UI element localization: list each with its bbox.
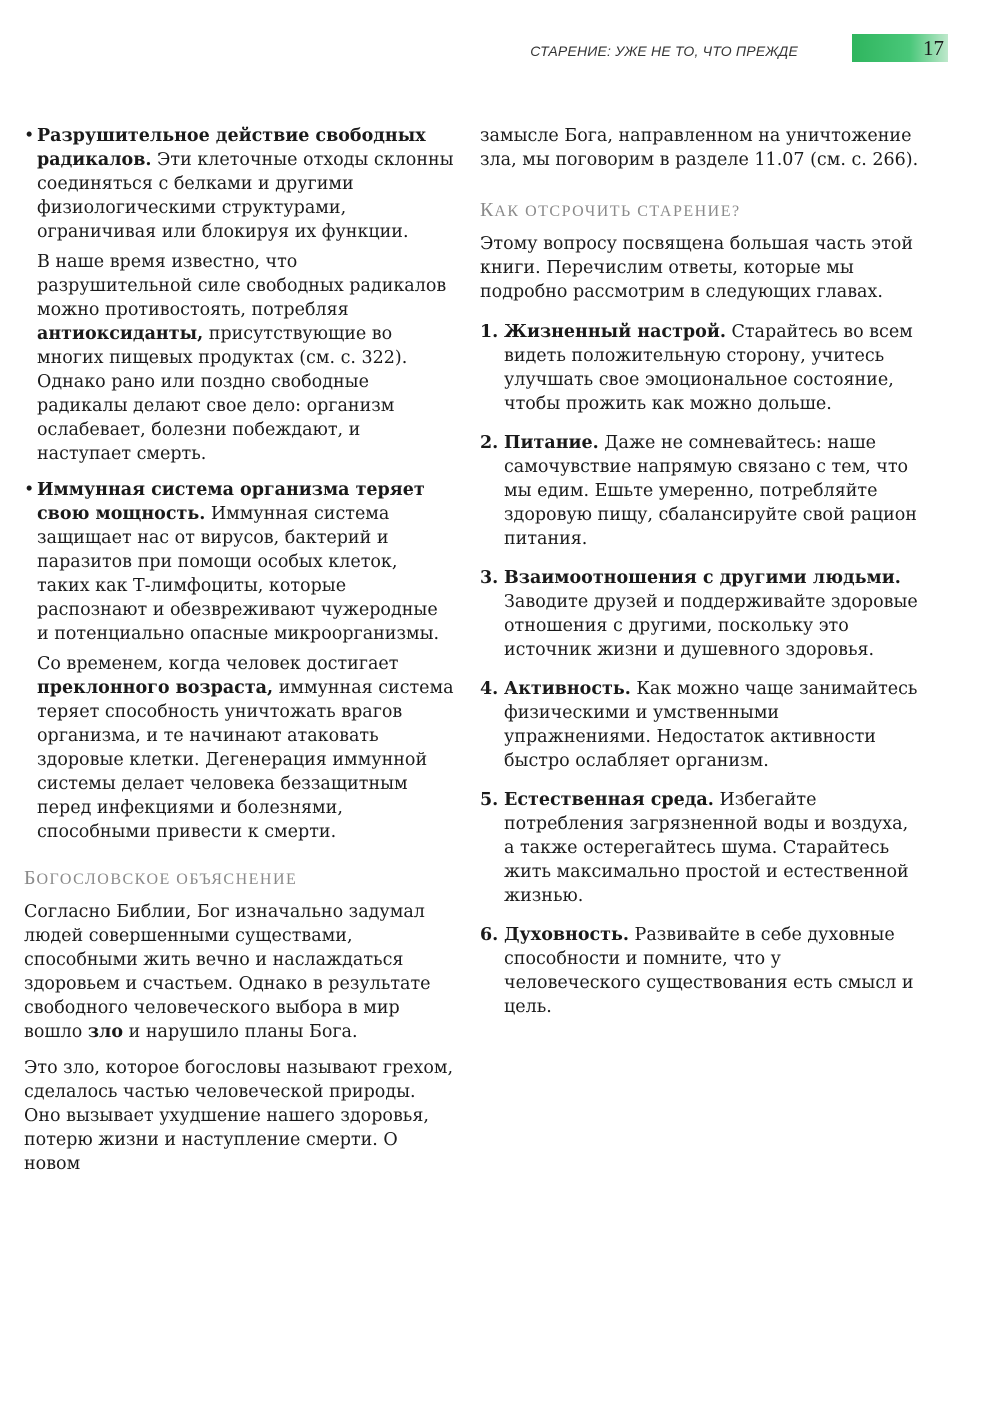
bullet-immune-system <box>24 478 454 646</box>
bullet-free-radicals <box>24 124 454 244</box>
item-number: 5. <box>480 790 499 810</box>
item-title: Питание. <box>504 433 599 453</box>
item-text: Как можно чаще занимайтесь физическими и умственными упражнениями. Недостаток активности быстро ослабляет организм. <box>504 679 918 771</box>
item-number: 4. <box>480 679 499 699</box>
text-run: В наше время известно, что разрушительной силе свободных радикалов можно противостоять, потребляя <box>37 252 447 320</box>
page-header <box>530 34 948 64</box>
running-title: СТАРЕНИЕ: УЖЕ НЕ ТО, ЧТО ПРЕЖДЕ <box>530 43 798 59</box>
bullet-text: Эти клеточные отходы склонны соединяться с белками и другими физиологическими структурами, ограничивая или блокируя их функции. <box>37 150 454 242</box>
bold-term: антиоксиданты, <box>37 324 204 344</box>
list-item-environment <box>480 788 920 908</box>
text-run: и нарушило планы Бога. <box>123 1022 358 1042</box>
list-item-activity <box>480 677 920 773</box>
item-number: 2. <box>480 433 499 453</box>
item-text: Заводите друзей и поддерживайте здоровые отношения с другими, поскольку это источник жизни и душевного здоровья. <box>504 592 918 660</box>
heading-initial: Б <box>24 867 37 889</box>
item-title: Жизненный настрой. <box>504 322 726 342</box>
text-run: Со временем, когда человек достигает <box>37 654 399 674</box>
item-title: Активность. <box>504 679 631 699</box>
paragraph-old-age <box>24 652 454 844</box>
item-text: Даже не сомневайтесь: наше самочувствие напрямую связано с тем, что мы едим. Ешьте умеренно, потребляйте здоровую пищу, сбалансируйте свой рацион питания. <box>504 433 917 549</box>
bullet-marker: • <box>24 126 35 146</box>
page-number-tab <box>852 34 948 62</box>
item-text: Старайтесь во всем видеть положительную сторону, учитесь улучшать свое эмоциональное состояние, чтобы прожить как можно дольше. <box>504 322 913 414</box>
item-number: 1. <box>480 322 499 342</box>
list-item-relationships <box>480 566 920 662</box>
bold-term: преклонного возраста, <box>37 678 274 698</box>
item-number: 3. <box>480 568 499 588</box>
paragraph-bible <box>24 900 454 1044</box>
list-item-attitude <box>480 320 920 416</box>
page-number: 17 <box>923 36 944 60</box>
right-column <box>480 124 920 1034</box>
section-heading-theology <box>24 866 454 892</box>
item-title: Духовность. <box>504 925 629 945</box>
text-run: Согласно Библии, Бог изначально задумал людей совершенными существами, способными жить вечно и наслаждаться здоровьем и счастьем. Однако в результате свободного человеческого выбора в мир вошло <box>24 902 431 1042</box>
left-column <box>24 124 454 1188</box>
bullet-text: Иммунная система защищает нас от вирусов, бактерий и паразитов при помощи особых клеток, таких как Т-лимфоциты, которые распознают и обезвреживают чужеродные и потенциально опасные микроорганизмы. <box>37 504 440 644</box>
bold-term: зло <box>87 1022 124 1042</box>
item-text: Избегайте потребления загрязненной воды и воздуха, а также остерегайтесь шума. Старайтесь жить максимально простой и естественной жизнью. <box>504 790 909 906</box>
text-run: присутствующие во многих пищевых продуктах (см. с. 322). Однако рано или поздно свободные радикалы делают свое дело: организм ослабевает, болезни побеждают, и наступает смерть. <box>37 324 408 464</box>
bullet-marker: • <box>24 480 35 500</box>
text-run: иммунная система теряет способность уничтожать врагов организма, и те начинают атаковать здоровые клетки. Дегенерация иммунной системы делает человека беззащитным перед инфекциями и болезнями, способными привести к смерти. <box>37 678 454 842</box>
item-title: Естественная среда. <box>504 790 714 810</box>
list-item-spirituality <box>480 923 920 1019</box>
paragraph-sin: Это зло, которое богословы называют грехом, сделалось частью человеческой природы. Оно вызывает ухудшение нашего здоровья, потерю жизни и наступление смерти. О новом <box>24 1058 454 1174</box>
heading-rest: АК ОТСРОЧИТЬ СТАРЕНИЕ? <box>494 203 741 220</box>
item-text: Развивайте в себе духовные способности и помните, что у человеческого существования есть смысл и цель. <box>504 925 914 1017</box>
heading-initial: К <box>480 199 495 221</box>
item-title: Взаимоотношения с другими людьми. <box>504 568 901 588</box>
paragraph-continuation: замысле Бога, направленном на уничтожение зла, мы поговорим в разделе 11.07 (см. с. 266). <box>480 126 919 170</box>
list-item-nutrition <box>480 431 920 551</box>
bullet-title: Иммунная система организма теряет свою мощность. <box>37 480 425 524</box>
paragraph-antioxidants <box>24 250 454 466</box>
item-number: 6. <box>480 925 499 945</box>
heading-rest: ОГОСЛОВСКОЕ ОБЪЯСНЕНИЕ <box>36 871 298 888</box>
paragraph-intro: Этому вопросу посвящена большая часть этой книги. Перечислим ответы, которые мы подробно рассмотрим в следующих главах. <box>480 234 913 302</box>
section-heading-delay-aging <box>480 198 920 224</box>
bullet-title: Разрушительное действие свободных радикалов. <box>37 126 426 170</box>
